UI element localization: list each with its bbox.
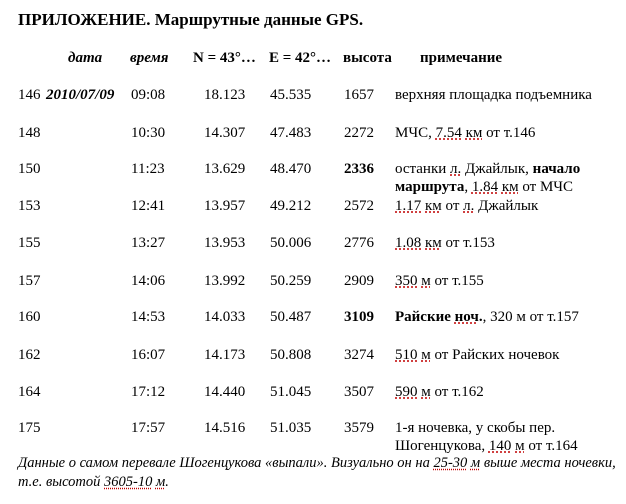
point-time: 16:07: [131, 347, 166, 363]
point-note: [395, 419, 620, 455]
text-run: м: [155, 474, 166, 490]
text-run: ноч: [454, 309, 479, 325]
point-time: 12:41: [131, 198, 166, 214]
text-run: МЧС,: [395, 125, 436, 141]
point-altitude: 2776: [344, 235, 374, 251]
point-altitude: 3274: [344, 347, 374, 363]
header-north: N = 43°…: [193, 50, 256, 66]
text-run: Данные о самом перевале Шогенцукова «выпали». Визуально он на: [18, 455, 434, 471]
text-run: Джайлык: [474, 198, 539, 214]
point-time: 13:27: [131, 235, 166, 251]
text-run: верхняя площадка подъемника: [395, 87, 592, 103]
text-run: Райские: [395, 309, 455, 325]
point-date: 2010/07/09: [46, 87, 115, 103]
text-run: ,: [464, 179, 472, 195]
point-altitude: 2572: [344, 198, 374, 214]
text-run: 140: [488, 438, 512, 454]
text-run: км: [501, 179, 519, 195]
point-time: 14:53: [131, 309, 166, 325]
text-run: м: [421, 384, 431, 400]
point-altitude: 3507: [344, 384, 374, 400]
point-id: 148: [18, 125, 41, 141]
text-run: км: [465, 125, 483, 141]
point-note: [395, 86, 620, 104]
header-time: время: [130, 50, 169, 66]
text-run: м: [515, 438, 525, 454]
point-altitude: 2336: [344, 161, 374, 177]
point-east: 50.808: [270, 347, 312, 363]
point-note: [395, 197, 620, 215]
point-east: 50.006: [270, 235, 312, 251]
text-run: выше места ночевки, т.е. высотой: [18, 455, 616, 490]
footnote: [18, 454, 618, 492]
header-altitude: высота: [343, 50, 392, 66]
point-altitude: 1657: [344, 87, 374, 103]
text-run: км: [425, 235, 442, 251]
point-id: 164: [18, 384, 41, 400]
text-run: от: [441, 198, 464, 214]
point-time: 10:30: [131, 125, 166, 141]
text-run: 1.08: [395, 235, 422, 251]
point-north: 13.957: [204, 198, 246, 214]
point-time: 14:06: [131, 273, 166, 289]
text-run: Джайлык,: [461, 161, 533, 177]
point-id: 150: [18, 161, 41, 177]
point-time: 09:08: [131, 87, 166, 103]
text-run: от т.146: [482, 125, 536, 141]
point-id: 157: [18, 273, 41, 289]
point-north: 13.953: [204, 235, 246, 251]
point-east: 49.212: [270, 198, 312, 214]
point-id: 162: [18, 347, 41, 363]
header-date: дата: [68, 50, 103, 66]
point-altitude: 2909: [344, 273, 374, 289]
point-north: 18.123: [204, 87, 246, 103]
text-run: от т.162: [430, 384, 484, 400]
text-run: 350: [395, 273, 418, 289]
point-north: 14.173: [204, 347, 246, 363]
point-id: 146: [18, 87, 41, 103]
point-id: 155: [18, 235, 41, 251]
point-altitude: 3109: [344, 309, 374, 325]
point-note: [395, 346, 620, 364]
point-time: 17:57: [131, 420, 166, 436]
point-note: [395, 160, 620, 196]
point-east: 45.535: [270, 87, 312, 103]
text-run: 25-30: [433, 455, 468, 471]
text-run: начало маршрута: [395, 161, 581, 195]
point-note: [395, 272, 620, 290]
point-north: 14.307: [204, 125, 246, 141]
text-run: 510: [395, 347, 418, 363]
point-id: 175: [18, 420, 41, 436]
point-id: 153: [18, 198, 41, 214]
point-east: 47.483: [270, 125, 312, 141]
point-note: [395, 308, 620, 326]
text-run: от Райских ночевок: [430, 347, 560, 363]
text-run: м: [421, 347, 431, 363]
point-note: [395, 234, 620, 252]
text-run: 3605-10: [104, 474, 153, 490]
point-id: 160: [18, 309, 41, 325]
point-time: 11:23: [131, 161, 165, 177]
point-north: 13.992: [204, 273, 246, 289]
text-run: 1.17: [395, 198, 422, 214]
text-run: 7.54: [435, 125, 462, 141]
text-run: от т.153: [441, 235, 495, 251]
text-run: км: [425, 198, 442, 214]
header-east: E = 42°…: [269, 50, 332, 66]
text-run: м: [421, 273, 431, 289]
point-north: 14.516: [204, 420, 246, 436]
point-altitude: 3579: [344, 420, 374, 436]
point-east: 48.470: [270, 161, 312, 177]
page-title: ПРИЛОЖЕНИЕ. Маршрутные данные GPS.: [18, 10, 364, 29]
text-run: , 320 м от т.157: [482, 309, 579, 325]
text-run: от т.155: [430, 273, 484, 289]
point-east: 51.035: [270, 420, 312, 436]
text-run: останки: [395, 161, 451, 177]
point-east: 50.487: [270, 309, 312, 325]
text-run: 1.84: [471, 179, 499, 195]
text-run: м: [470, 455, 481, 471]
text-run: .: [478, 309, 483, 325]
text-run: от МЧС: [518, 179, 574, 195]
point-north: 13.629: [204, 161, 246, 177]
point-east: 51.045: [270, 384, 312, 400]
point-altitude: 2272: [344, 125, 374, 141]
text-run: 590: [395, 384, 418, 400]
point-note: [395, 383, 620, 401]
header-note: примечание: [420, 50, 503, 66]
text-run: 1-я ночевка, у скобы пер. Шогенцукова,: [395, 420, 556, 454]
point-note: [395, 124, 620, 142]
point-time: 17:12: [131, 384, 166, 400]
point-north: 14.440: [204, 384, 246, 400]
point-east: 50.259: [270, 273, 312, 289]
text-run: л.: [450, 161, 462, 177]
text-run: л.: [463, 198, 475, 214]
text-run: от т.164: [524, 438, 578, 454]
point-north: 14.033: [204, 309, 246, 325]
text-run: .: [165, 474, 169, 490]
